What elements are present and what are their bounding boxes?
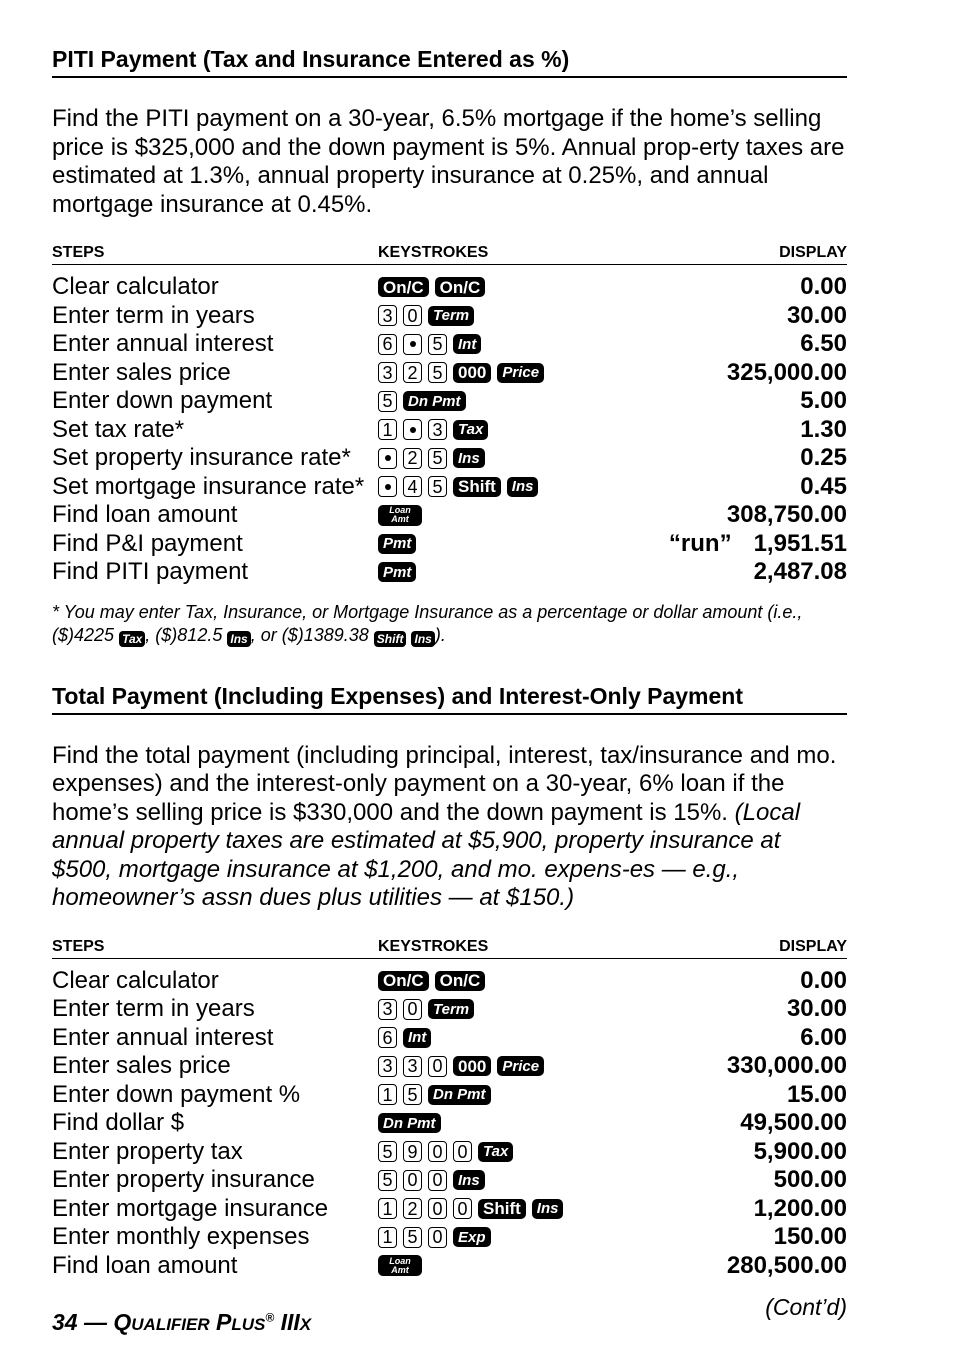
keystrokes xyxy=(378,1255,567,1276)
ins-key-icon: Ins xyxy=(507,477,539,497)
keystrokes xyxy=(378,448,567,469)
digit-3-key-icon: 3 xyxy=(403,1056,422,1077)
step-label: Enter sales price xyxy=(52,358,231,386)
step-label: Enter down payment % xyxy=(52,1080,301,1108)
digit-0-key-icon: 0 xyxy=(403,999,422,1020)
run-prefix: “run” xyxy=(668,529,732,557)
step-label: Clear calculator xyxy=(52,273,219,301)
digit-5-key-icon: 5 xyxy=(428,362,447,383)
digit-3-key-icon: 3 xyxy=(378,305,397,326)
digit-2-key-icon: 2 xyxy=(403,448,422,469)
display-value: 325,000.00 xyxy=(726,358,847,386)
digit-5-key-icon: 5 xyxy=(428,476,447,497)
table-row xyxy=(52,1166,847,1195)
exp-key-icon: Exp xyxy=(453,1227,491,1247)
digit-5-key-icon: 5 xyxy=(403,1227,422,1248)
digit-3-key-icon: 3 xyxy=(428,419,447,440)
digit-2-key-icon: 2 xyxy=(403,362,422,383)
keystrokes xyxy=(378,1227,567,1248)
table-row xyxy=(52,995,847,1024)
keystrokes xyxy=(378,1198,567,1219)
term-key-icon: Term xyxy=(428,999,474,1019)
int-key-icon: Int xyxy=(403,1028,431,1048)
price-key-icon: Price xyxy=(497,363,544,383)
digit-0-key-icon: 0 xyxy=(403,305,422,326)
loan-key-top: Loan xyxy=(389,505,411,516)
display-value: 0.45 xyxy=(800,472,847,500)
table-row xyxy=(52,330,847,359)
footer-lus: LUS xyxy=(231,1315,266,1334)
pmt-key-icon: Pmt xyxy=(378,562,416,582)
registered-mark: ® xyxy=(265,1310,275,1325)
keystrokes xyxy=(378,1084,567,1105)
steps-table xyxy=(52,967,847,1281)
ins-key-icon: Ins xyxy=(453,448,485,468)
ins-key-icon: Ins xyxy=(227,631,250,647)
keystrokes xyxy=(378,419,567,440)
display-header: DISPLAY xyxy=(779,244,847,261)
loan-key-bottom: Amt xyxy=(391,1264,409,1275)
digit-0-key-icon: 0 xyxy=(428,1170,447,1191)
problem-text-italic: (Local annual property taxes are estimated at $5,900, property insurance at $500, mortgage insurance at $1,200, and mo. expens-es — e.g., homeowner’s assn dues plus utilities — at $150.) xyxy=(52,798,801,911)
table-row xyxy=(52,1252,847,1281)
table-row xyxy=(52,444,847,473)
keystrokes xyxy=(378,391,567,412)
loan-amt-key-icon xyxy=(378,505,422,526)
table-row xyxy=(52,473,847,502)
on-c-key-icon: On/C xyxy=(378,971,429,991)
dn-pmt-key-icon: Dn Pmt xyxy=(378,1113,441,1133)
keystrokes xyxy=(378,562,567,582)
digit-6-key-icon: 6 xyxy=(378,1027,397,1048)
page-footer xyxy=(52,1309,311,1336)
int-key-icon: Int xyxy=(453,334,481,354)
on-c-key-icon: On/C xyxy=(378,277,429,297)
digit-0-key-icon: 0 xyxy=(403,1170,422,1191)
page-number: 34 — xyxy=(52,1309,114,1335)
table-row xyxy=(52,558,847,587)
digit-3-key-icon: 3 xyxy=(378,1056,397,1077)
table-row xyxy=(52,1052,847,1081)
step-label: Enter annual interest xyxy=(52,330,274,358)
step-label: Enter term in years xyxy=(52,301,255,329)
ins-key-icon: Ins xyxy=(453,1170,485,1190)
decimal-key-icon xyxy=(403,334,422,355)
digit-0-key-icon: 0 xyxy=(428,1227,447,1248)
decimal-key-icon xyxy=(403,419,422,440)
digit-6-key-icon: 6 xyxy=(378,334,397,355)
continued-label: (Cont’d) xyxy=(765,1294,847,1320)
table-row xyxy=(52,359,847,388)
footer-model: III xyxy=(274,1309,300,1335)
display-value: 500.00 xyxy=(773,1166,847,1194)
steps-header: STEPS xyxy=(52,244,105,261)
keystrokes xyxy=(378,334,567,355)
display-value: 6.50 xyxy=(800,330,847,358)
digit-5-key-icon: 5 xyxy=(378,391,397,412)
keystrokes xyxy=(378,305,567,326)
problem-statement xyxy=(52,742,847,913)
table-header xyxy=(52,937,847,959)
keystrokes xyxy=(378,971,567,991)
table-row xyxy=(52,416,847,445)
display-value: 330,000.00 xyxy=(726,1052,847,1080)
digit-5-key-icon: 5 xyxy=(378,1141,397,1162)
footnote xyxy=(52,601,847,647)
display-value: 308,750.00 xyxy=(726,501,847,529)
table-row xyxy=(52,1138,847,1167)
table-row xyxy=(52,273,847,302)
digit-3-key-icon: 3 xyxy=(378,999,397,1020)
table-row xyxy=(52,967,847,996)
keystrokes xyxy=(378,1141,567,1162)
step-label: Find dollar $ xyxy=(52,1109,185,1137)
digit-0-key-icon: 0 xyxy=(453,1198,472,1219)
step-label: Enter property insurance xyxy=(52,1166,315,1194)
digit-0-key-icon: 0 xyxy=(428,1141,447,1162)
digit-2-key-icon: 2 xyxy=(403,1198,422,1219)
display-value: 1,200.00 xyxy=(753,1194,847,1222)
table-row xyxy=(52,1081,847,1110)
shift-key-icon: Shift xyxy=(478,1199,526,1219)
keystrokes xyxy=(378,362,567,383)
ins-key-icon: Ins xyxy=(411,631,434,647)
decimal-key-icon xyxy=(378,448,397,469)
keystrokes xyxy=(378,1056,567,1077)
step-label: Enter down payment xyxy=(52,387,273,415)
digit-1-key-icon: 1 xyxy=(378,419,397,440)
display-value: 0.00 xyxy=(800,966,847,994)
digit-0-key-icon: 0 xyxy=(428,1198,447,1219)
step-label: Find loan amount xyxy=(52,501,238,529)
digit-3-key-icon: 3 xyxy=(378,362,397,383)
step-label: Enter mortgage insurance xyxy=(52,1194,329,1222)
display-value: 280,500.00 xyxy=(726,1251,847,1279)
display-value xyxy=(567,530,847,558)
keystrokes xyxy=(378,505,567,526)
digit-4-key-icon: 4 xyxy=(403,476,422,497)
steps-table xyxy=(52,273,847,587)
step-label: Set mortgage insurance rate* xyxy=(52,472,365,500)
tax-key-icon: Tax xyxy=(453,420,488,440)
steps-header: STEPS xyxy=(52,937,105,955)
display-number: 1,951.51 xyxy=(753,529,847,557)
keystrokes xyxy=(378,1170,567,1191)
step-label: Find P&I payment xyxy=(52,529,243,557)
term-key-icon: Term xyxy=(428,306,474,326)
footnote-text-a: * You may enter Tax, Insurance, or Mortgage Insurance as a percentage or dollar amount (i.e., ($)4225 xyxy=(52,601,803,645)
digit-0-key-icon: 0 xyxy=(453,1141,472,1162)
shift-key-icon: Shift xyxy=(374,631,407,647)
digit-5-key-icon: 5 xyxy=(428,334,447,355)
tax-key-icon: Tax xyxy=(478,1142,513,1162)
keystrokes xyxy=(378,999,567,1020)
display-value: 30.00 xyxy=(786,301,847,329)
thousand-key-icon: 000 xyxy=(453,1056,491,1076)
step-label: Find loan amount xyxy=(52,1251,238,1279)
footer-ualifier: UALIFIER xyxy=(131,1315,210,1334)
keystrokes xyxy=(378,1113,567,1133)
table-row xyxy=(52,302,847,331)
keystrokes-header: KEYSTROKES xyxy=(378,937,489,955)
step-label: Set property insurance rate* xyxy=(52,444,351,472)
digit-9-key-icon: 9 xyxy=(403,1141,422,1162)
loan-amt-key-icon xyxy=(378,1255,422,1276)
section-title: PITI Payment (Tax and Insurance Entered as %) xyxy=(52,44,847,78)
digit-5-key-icon: 5 xyxy=(403,1084,422,1105)
digit-5-key-icon: 5 xyxy=(428,448,447,469)
problem-text: Find the total payment (including principal, interest, tax/insurance and mo. expenses) and the interest-only payment on a 30-year, 6% loan if the home’s selling price is $330,000 and the down payment is 15%. xyxy=(52,741,837,826)
keystrokes xyxy=(378,476,567,497)
step-label: Enter monthly expenses xyxy=(52,1223,310,1251)
display-value: 5.00 xyxy=(800,387,847,415)
keystrokes-header: KEYSTROKES xyxy=(378,244,489,261)
on-c-key-icon: On/C xyxy=(435,971,486,991)
manual-page xyxy=(52,44,847,1321)
footnote-text-c: , or ($)1389.38 xyxy=(250,624,369,645)
footnote-text-d: ). xyxy=(434,624,446,645)
loan-key-top: Loan xyxy=(389,1255,411,1266)
shift-key-icon: Shift xyxy=(453,477,501,497)
display-header: DISPLAY xyxy=(779,937,847,955)
dn-pmt-key-icon: Dn Pmt xyxy=(428,1085,491,1105)
keystrokes xyxy=(378,277,567,297)
table-row xyxy=(52,1223,847,1252)
display-value: 15.00 xyxy=(786,1080,847,1108)
pmt-key-icon: Pmt xyxy=(378,534,416,554)
thousand-key-icon: 000 xyxy=(453,363,491,383)
loan-key-bottom: Amt xyxy=(391,514,409,525)
step-label: Enter property tax xyxy=(52,1137,243,1165)
table-row xyxy=(52,530,847,559)
display-value: 150.00 xyxy=(773,1223,847,1251)
section-title: Total Payment (Including Expenses) and Interest-Only Payment xyxy=(52,681,847,715)
step-label: Set tax rate* xyxy=(52,415,185,443)
table-row xyxy=(52,387,847,416)
footer-p: P xyxy=(216,1309,232,1335)
footnote-text-b: , ($)812.5 xyxy=(145,624,223,645)
ins-key-icon: Ins xyxy=(532,1199,564,1219)
step-label: Enter annual interest xyxy=(52,1023,274,1051)
footer-x: X xyxy=(299,1315,312,1334)
table-row xyxy=(52,1109,847,1138)
digit-0-key-icon: 0 xyxy=(428,1056,447,1077)
on-c-key-icon: On/C xyxy=(435,277,486,297)
display-value: 2,487.08 xyxy=(753,558,847,586)
price-key-icon: Price xyxy=(497,1056,544,1076)
tax-key-icon: Tax xyxy=(119,631,145,647)
display-value: 0.00 xyxy=(800,273,847,301)
footer-q: Q xyxy=(113,1309,132,1335)
decimal-key-icon xyxy=(378,476,397,497)
display-value: 0.25 xyxy=(800,444,847,472)
dn-pmt-key-icon: Dn Pmt xyxy=(403,391,466,411)
step-label: Find PITI payment xyxy=(52,558,249,586)
digit-5-key-icon: 5 xyxy=(378,1170,397,1191)
step-label: Enter sales price xyxy=(52,1052,231,1080)
step-label: Enter term in years xyxy=(52,995,255,1023)
keystrokes xyxy=(378,1027,567,1048)
digit-1-key-icon: 1 xyxy=(378,1227,397,1248)
digit-1-key-icon: 1 xyxy=(378,1198,397,1219)
display-value: 1.30 xyxy=(800,415,847,443)
display-value: 30.00 xyxy=(786,995,847,1023)
problem-statement: Find the PITI payment on a 30-year, 6.5% mortgage if the home’s selling price is $325,000 and the down payment is 5%. Annual prop-erty taxes are estimated at 1.3%, annual property insurance at 0.25%, and annual mortgage insurance at 0.45%. xyxy=(52,105,845,218)
display-value: 5,900.00 xyxy=(753,1137,847,1165)
digit-1-key-icon: 1 xyxy=(378,1084,397,1105)
display-value: 49,500.00 xyxy=(740,1109,847,1137)
table-row xyxy=(52,1024,847,1053)
table-header xyxy=(52,243,847,265)
step-label: Clear calculator xyxy=(52,966,219,994)
display-value: 6.00 xyxy=(800,1023,847,1051)
keystrokes xyxy=(378,534,567,554)
table-row xyxy=(52,1195,847,1224)
table-row xyxy=(52,501,847,530)
